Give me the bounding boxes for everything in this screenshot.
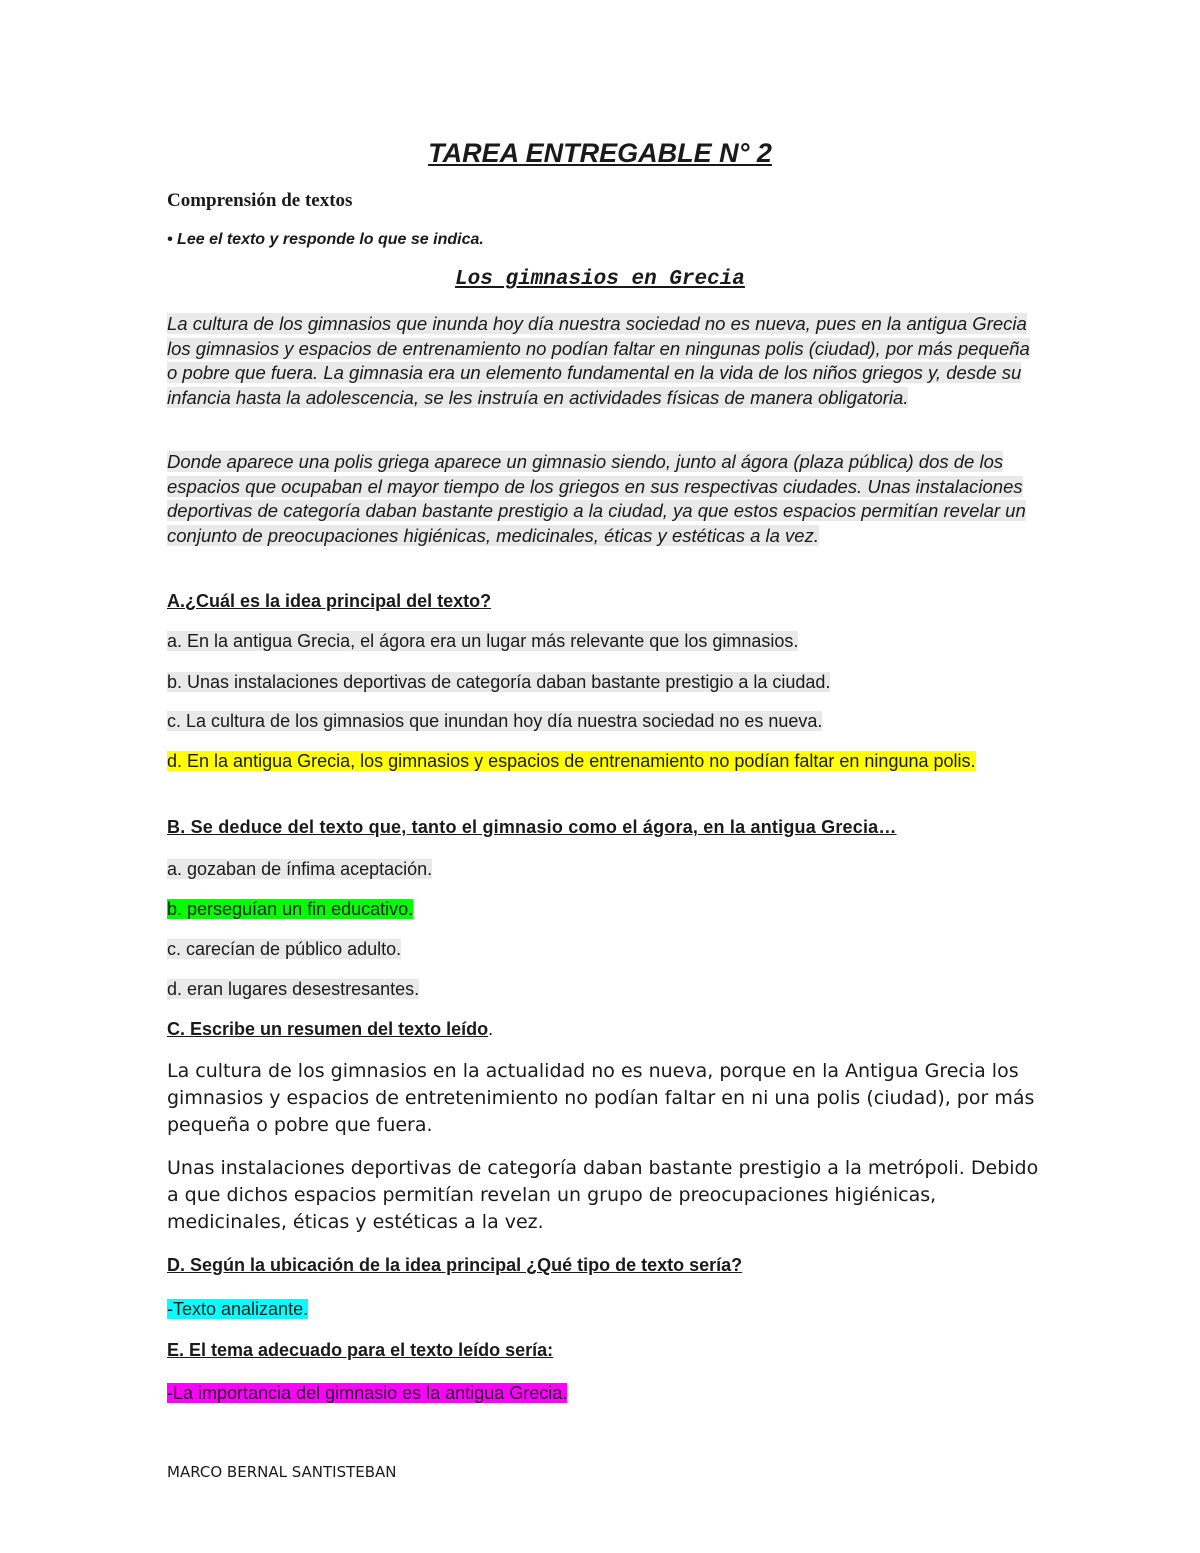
question-e: E. El tema adecuado para el texto leído sería: [167, 1340, 554, 1360]
question-a-option [167, 670, 1027, 695]
answer-text: -Texto analizante. [167, 1299, 309, 1319]
question-c-prompt: C. Escribe un resumen del texto leído [167, 1019, 489, 1039]
option-text: b. Unas instalaciones deportivas de categoría daban bastante prestigio a la ciudad. [167, 672, 831, 692]
option-text: a. gozaban de ínfima aceptación. [167, 859, 433, 879]
question-b-option [167, 857, 1027, 882]
question-d-answer [167, 1297, 1027, 1322]
question-b-option-selected [167, 897, 1027, 922]
question-e-answer [167, 1381, 1027, 1406]
answer-text: -La importancia del gimnasio es la antigua Grecia. [167, 1383, 568, 1403]
question-a: A.¿Cuál es la idea principal del texto? [167, 591, 492, 611]
question-d: D. Según la ubicación de la idea principal ¿Qué tipo de texto sería? [167, 1255, 743, 1275]
question-a-option [167, 629, 1027, 654]
footer-author: MARCO BERNAL SANTISTEBAN [167, 1463, 397, 1481]
reading-paragraph-text: La cultura de los gimnasios que inunda hoy día nuestra sociedad no es nueva, pues en la antigua Grecia los gimnasios y espacios de entrenamiento no podían faltar en ningunas polis (ciudad), por más pequeña o pobre que fuera. La gimnasia era un elemento fundamental en la vida de los niños griegos y, desde su infancia hasta la adolescencia, se les instruía en actividades físicas de manera obligatoria. [167, 313, 1030, 408]
section-label: Comprensión de textos [167, 190, 353, 211]
option-text: c. carecían de público adulto. [167, 939, 402, 959]
question-a-option [167, 709, 1027, 734]
reading-paragraph [167, 450, 1037, 548]
option-text: c. La cultura de los gimnasios que inundan hoy día nuestra sociedad no es nueva. [167, 711, 823, 731]
question-a-option-selected [167, 749, 1007, 774]
option-text: a. En la antigua Grecia, el ágora era un lugar más relevante que los gimnasios. [167, 631, 799, 651]
option-text: d. eran lugares desestresantes. [167, 979, 420, 999]
reading-paragraph-text: Donde aparece una polis griega aparece un gimnasio siendo, junto al ágora (plaza pública) dos de los espacios que ocupaban el mayor tiempo de los griegos en sus respectivas ciudades. Unas instalaciones deportivas de categoría daban bastante prestigio a la ciudad, ya que estos espacios permitían revelar un conjunto de preocupaciones higiénicas, medicinales, éticas y estéticas a la vez. [167, 451, 1026, 546]
question-b-option [167, 937, 1027, 962]
instruction: • Lee el texto y responde lo que se indica. [167, 231, 484, 248]
selected-answer-text: d. En la antigua Grecia, los gimnasios y espacios de entrenamiento no podían faltar en ninguna polis. [167, 751, 976, 771]
summary-paragraph: La cultura de los gimnasios en la actualidad no es nueva, porque en la Antigua Grecia los gimnasios y espacios de entretenimiento no podían faltar en ni una polis (ciudad), por más pequeña o pobre que fuera. [167, 1060, 1035, 1136]
page-title: TAREA ENTREGABLE N° 2 [428, 138, 772, 168]
question-b-option [167, 977, 1027, 1002]
reading-paragraph [167, 312, 1037, 410]
question-c [167, 1019, 493, 1040]
selected-answer-text: b. perseguían un fin educativo. [167, 899, 414, 919]
summary-paragraph: Unas instalaciones deportivas de categoría daban bastante prestigio a la metrópoli. Debido a que dichos espacios permitían revelan un grupo de preocupaciones higiénicas, medicinales, éticas y estéticas a la vez. [167, 1157, 1039, 1233]
question-c-trailing: . [488, 1019, 494, 1039]
question-b: B. Se deduce del texto que, tanto el gimnasio como el ágora, en la antigua Grecia… [167, 817, 897, 837]
reading-title: Los gimnasios en Grecia [455, 268, 745, 291]
